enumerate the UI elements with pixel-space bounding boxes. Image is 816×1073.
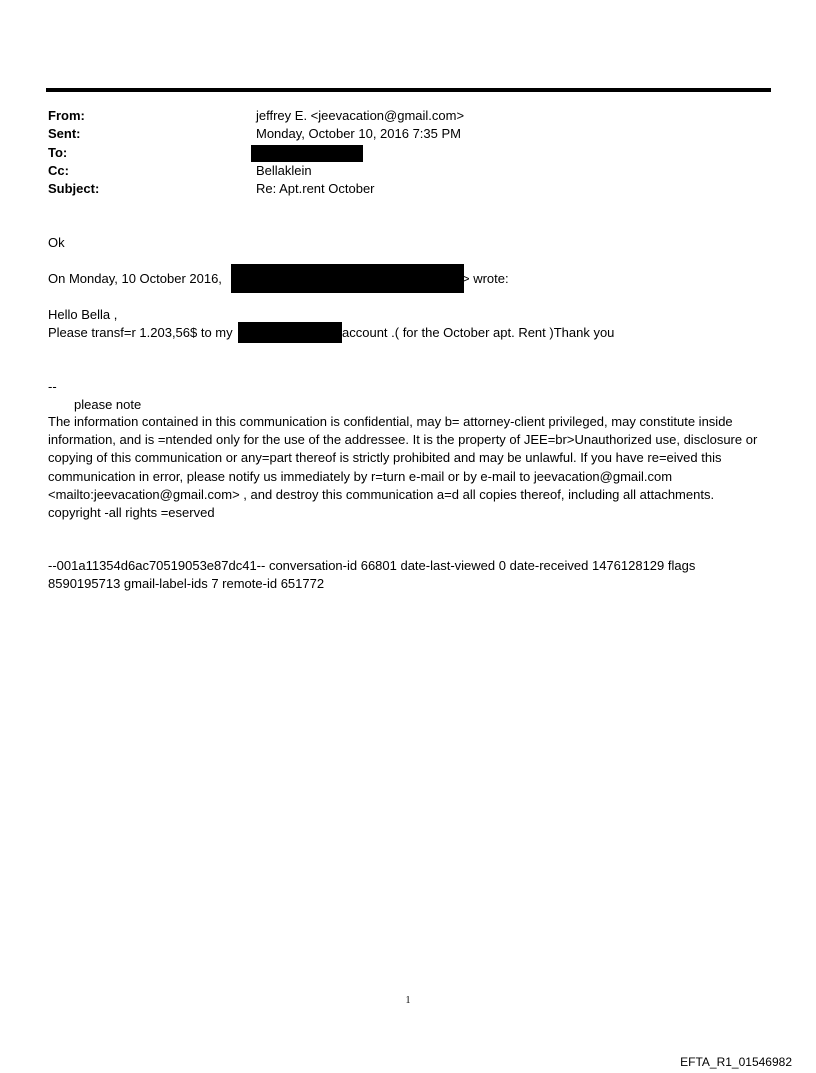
disclaimer-paragraph: [48, 413, 763, 522]
reply-text: Ok: [48, 235, 65, 250]
request-before: Please transf=r 1.203,56$ to my: [48, 325, 233, 340]
from-value: jeffrey E. <jeevacation@gmail.com>: [256, 108, 465, 123]
greeting-text: Hello Bella ,: [48, 307, 118, 322]
sent-value: Monday, October 10, 2016 7:35 PM: [256, 126, 461, 141]
to-label: To:: [48, 145, 68, 160]
metadata-paragraph: [48, 557, 763, 593]
subject-label: Subject:: [48, 181, 100, 196]
cc-value: Bellaklein: [256, 163, 312, 178]
to-redaction: [251, 145, 363, 162]
quote-intro-before: On Monday, 10 October 2016,: [48, 271, 222, 286]
request-after: account .( for the October apt. Rent )Thank you: [342, 325, 615, 340]
account-redaction: [238, 322, 342, 343]
signature-separator: --: [48, 379, 57, 394]
page-number: 1: [405, 995, 411, 1006]
subject-value: Re: Apt.rent October: [256, 181, 375, 196]
note-title: please note: [74, 397, 142, 412]
document-id: EFTA_R1_01546982: [680, 1055, 792, 1069]
metadata-text: --001a11354d6ac70519053e87dc41-- conversation-id 66801 date-last-viewed 0 date-received 1476128129 flags 8590195713 gmail-label-ids 7 remote-id 651772: [48, 558, 696, 592]
quote-intro-after: > wrote:: [462, 271, 509, 286]
sent-label: Sent:: [48, 126, 81, 141]
header-rule: [46, 88, 771, 92]
cc-label: Cc:: [48, 163, 69, 178]
from-label: From:: [48, 108, 85, 123]
disclaimer-text: The information contained in this communication is confidential, may b= attorney-client privileged, may constitute inside information, and is =ntended only for the use of the addressee. It is the property of JEE=br>Unauthorized use, disclosure or copying of this communication or any=part thereof is strictly prohibited and may be unlawful. If you have re=eived this communication in error, please notify us immediately by r=turn e-mail or by e-mail to jeevacation@gmail.com <mailto:jeevacation@gmail.com> , and destroy this communication a=d all copies thereof, including all attachments. copyright -all rights =eserved: [48, 414, 758, 521]
sender-redaction: [231, 264, 464, 293]
